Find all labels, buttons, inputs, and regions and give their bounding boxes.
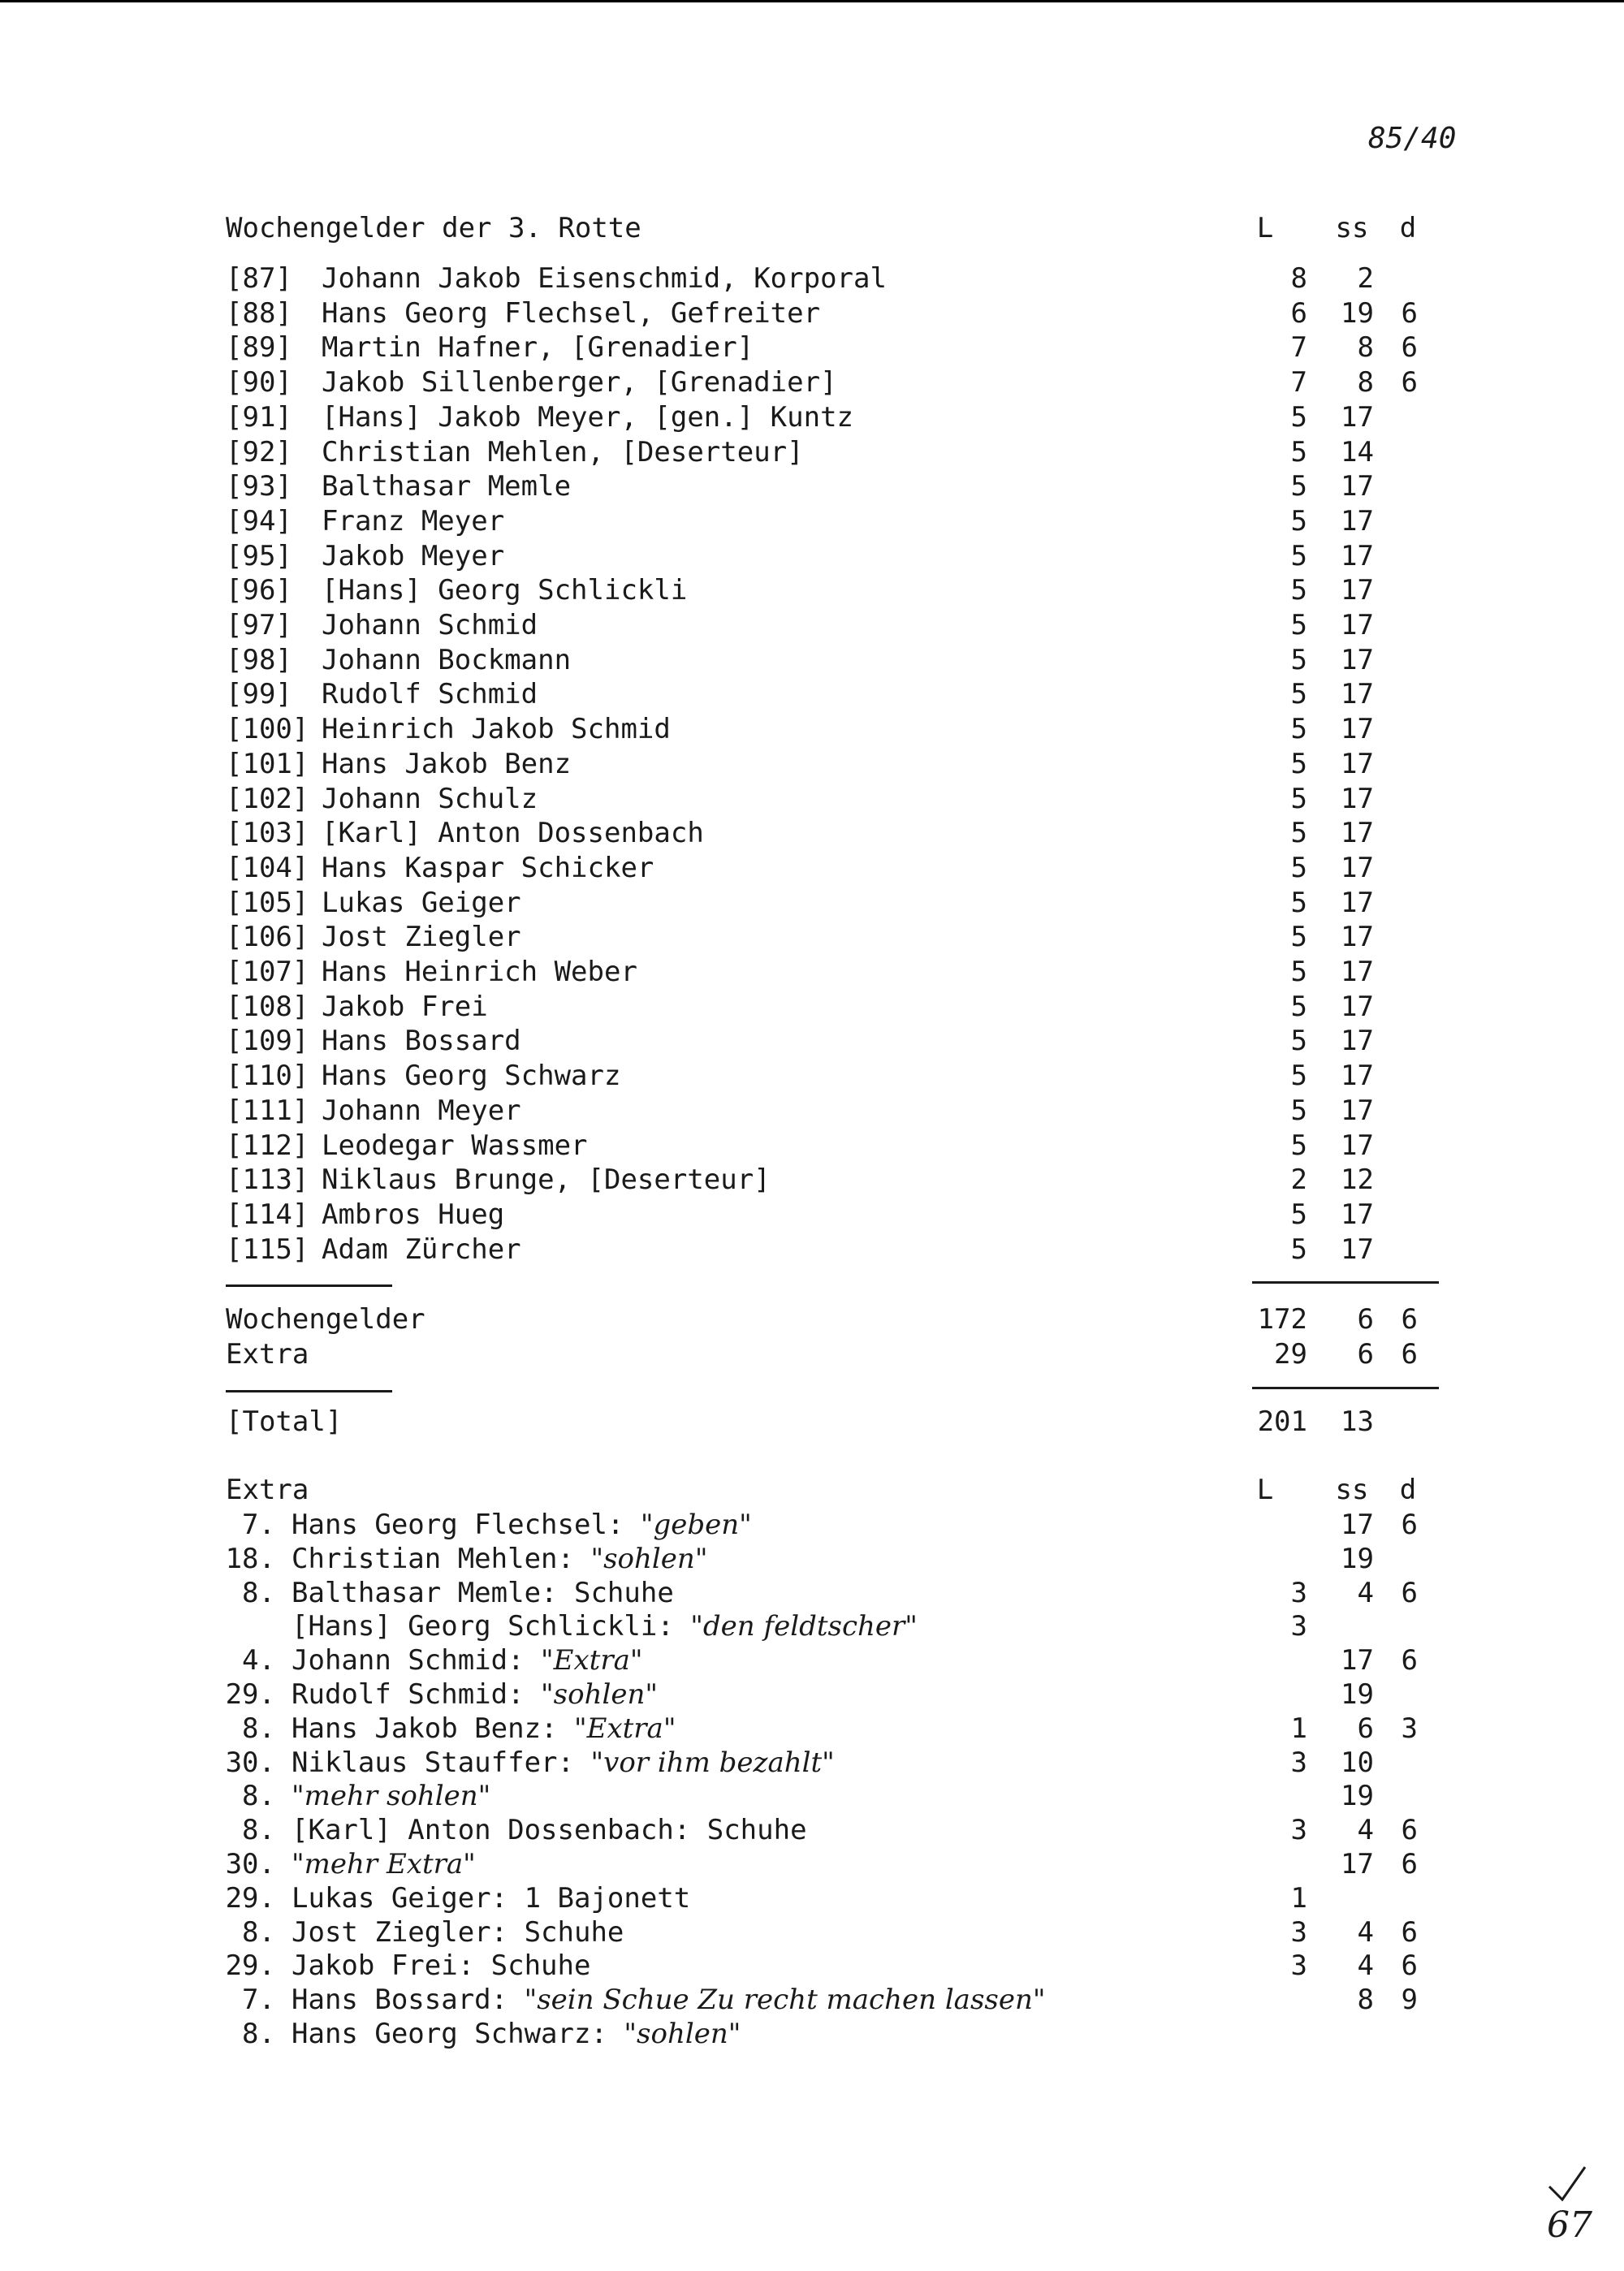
entry-ss: 17 (1341, 956, 1374, 988)
header-L: L (1256, 212, 1274, 244)
entry-number: [108] (226, 990, 309, 1023)
subtotal-d: 6 (1401, 1303, 1418, 1336)
entry-L: 5 (1290, 504, 1307, 538)
entry-name: Hans Bossard (322, 1025, 521, 1058)
extra-L: 1 (1290, 1881, 1307, 1915)
entry-ss: 17 (1341, 817, 1374, 850)
entry-L: 7 (1290, 366, 1307, 399)
entry-name: Heinrich Jakob Schmid (322, 713, 671, 746)
extra-row (0, 1508, 1624, 1543)
extra-day: 18. (225, 1542, 275, 1575)
entry-number: [104] (226, 851, 309, 884)
extra-L: 3 (1290, 1576, 1307, 1609)
entry-d: 6 (1401, 366, 1418, 399)
entry-name: Lukas Geiger (322, 886, 521, 919)
extra-row (0, 1813, 1624, 1848)
entry-number: [103] (226, 817, 309, 850)
extra-row (0, 1949, 1624, 1984)
extra-row (0, 1609, 1624, 1644)
extra-ss: 4 (1357, 1949, 1374, 1983)
entry-L: 5 (1290, 1060, 1307, 1093)
entry-row (0, 1198, 1624, 1233)
entry-L: 6 (1290, 296, 1307, 330)
extra-ss: 4 (1357, 1576, 1374, 1609)
extra-day: 30. (225, 1848, 275, 1880)
extra-day: 4. (242, 1644, 275, 1677)
subtotal-row (0, 1337, 1624, 1372)
entry-ss: 17 (1341, 990, 1374, 1023)
entry-ss: 19 (1341, 296, 1374, 330)
extra-d: 6 (1401, 1814, 1418, 1847)
extra-L: 1 (1290, 1712, 1307, 1745)
entry-row (0, 1163, 1624, 1198)
extra-row (0, 1779, 1624, 1814)
total-row (0, 1405, 1624, 1440)
extra-note: "sohlen" (590, 1542, 708, 1575)
entry-row (0, 469, 1624, 504)
entry-name: Jost Ziegler (322, 921, 521, 954)
folio-mark: 67 (1547, 2204, 1592, 2246)
entry-row (0, 573, 1624, 608)
entry-name: Jakob Frei (322, 990, 488, 1023)
top-border (0, 0, 1624, 2)
entry-number: [96] (226, 574, 292, 607)
entry-ss: 17 (1341, 1025, 1374, 1058)
extra-text: [Hans] Georg Schlickli: (292, 1610, 691, 1643)
extra-row (0, 1677, 1624, 1712)
entry-L: 5 (1290, 747, 1307, 780)
extra-description (292, 1915, 624, 1950)
entry-ss: 17 (1341, 782, 1374, 815)
extra-description (292, 1779, 490, 1814)
entry-row (0, 747, 1624, 782)
entry-L: 5 (1290, 643, 1307, 676)
entry-number: [90] (226, 366, 292, 399)
entry-ss: 17 (1341, 1094, 1374, 1127)
entry-row (0, 1129, 1624, 1164)
header-ss: ss (1335, 212, 1369, 244)
subtotal-d: 6 (1401, 1338, 1418, 1371)
rule-right-1 (1252, 1281, 1439, 1284)
entry-ss: 12 (1341, 1164, 1374, 1197)
entry-ss: 17 (1341, 470, 1374, 503)
entry-ss: 17 (1341, 886, 1374, 919)
subtotal-row (0, 1302, 1624, 1337)
extra-ss: 6 (1357, 1712, 1374, 1745)
entry-name: Johann Bockmann (322, 643, 572, 676)
entry-ss: 17 (1341, 713, 1374, 746)
extra-day: 29. (225, 1678, 275, 1711)
entry-d: 6 (1401, 331, 1418, 365)
entry-row (0, 400, 1624, 435)
entry-row (0, 1233, 1624, 1267)
entry-number: [114] (226, 1198, 309, 1231)
subtotal-L: 172 (1257, 1303, 1307, 1336)
entry-ss: 17 (1341, 1060, 1374, 1093)
extra-note: "sein Schue Zu recht machen lassen" (524, 1984, 1046, 2017)
entry-row (0, 782, 1624, 817)
extra-L: 3 (1290, 1915, 1307, 1949)
entry-L: 5 (1290, 1025, 1307, 1058)
entry-L: 5 (1290, 1129, 1307, 1162)
extra-description (292, 1712, 676, 1746)
entry-number: [106] (226, 921, 309, 954)
entry-row (0, 1094, 1624, 1129)
extra-description (292, 1847, 476, 1882)
extra-text: Lukas Geiger: 1 Bajonett (292, 1881, 691, 1915)
extra-note: "Extra" (541, 1644, 643, 1677)
extra-note: "sohlen" (624, 2018, 741, 2050)
entry-name: Hans Georg Schwarz (322, 1060, 621, 1093)
extra-text: Jakob Frei: Schuhe (292, 1949, 591, 1983)
extra-text: Niklaus Stauffer: (292, 1746, 591, 1779)
entry-L: 5 (1290, 400, 1307, 434)
entry-L: 8 (1290, 262, 1307, 295)
entry-number: [99] (226, 678, 292, 711)
entry-L: 5 (1290, 956, 1307, 988)
extra-day: 29. (225, 1881, 275, 1915)
entry-L: 5 (1290, 817, 1307, 850)
entry-name: Johann Schulz (322, 782, 538, 815)
extra-ss: 8 (1357, 1984, 1374, 2017)
entry-ss: 17 (1341, 504, 1374, 538)
entry-number: [111] (226, 1094, 309, 1127)
extra-ss: 19 (1341, 1542, 1374, 1575)
extra-row (0, 1542, 1624, 1577)
entry-number: [89] (226, 331, 292, 365)
header-d: d (1399, 212, 1417, 244)
page-title: Wochengelder der 3. Rotte (226, 212, 641, 244)
entry-ss: 17 (1341, 678, 1374, 711)
entry-number: [93] (226, 470, 292, 503)
extra-ss: 17 (1341, 1509, 1374, 1541)
extra-day: 8. (242, 1814, 275, 1847)
extra-ss: 17 (1341, 1848, 1374, 1880)
entry-row (0, 920, 1624, 955)
entry-name: Jakob Meyer (322, 539, 505, 572)
subtotal-label: Extra (226, 1338, 309, 1371)
entry-name: Rudolf Schmid (322, 678, 538, 711)
subtotal-label: Wochengelder (226, 1303, 425, 1336)
extra-description (292, 1677, 658, 1712)
entry-L: 5 (1290, 609, 1307, 641)
entry-ss: 17 (1341, 609, 1374, 641)
entry-row (0, 851, 1624, 886)
extra-note: "mehr Extra" (292, 1848, 476, 1880)
page-number: 85/40 (1368, 122, 1457, 155)
entry-ss: 17 (1341, 643, 1374, 676)
entry-L: 5 (1290, 1233, 1307, 1266)
checkmark-icon (1543, 2164, 1592, 2204)
extra-ss: 19 (1341, 1678, 1374, 1711)
extra-description (292, 1643, 643, 1678)
entry-L: 5 (1290, 539, 1307, 572)
entry-name: [Hans] Jakob Meyer, [gen.] Kuntz (322, 400, 854, 434)
extra-d: 6 (1401, 1576, 1418, 1609)
entry-row (0, 955, 1624, 990)
extra-L: 3 (1290, 1949, 1307, 1983)
entry-ss: 17 (1341, 574, 1374, 607)
extra-description (292, 1813, 807, 1848)
entry-row (0, 261, 1624, 296)
extra-ss: 4 (1357, 1915, 1374, 1949)
extra-day: 8. (242, 2018, 275, 2050)
entry-row (0, 365, 1624, 400)
entry-row (0, 990, 1624, 1025)
entry-number: [92] (226, 435, 292, 468)
entry-row (0, 677, 1624, 712)
entry-L: 5 (1290, 782, 1307, 815)
extra-description (292, 1746, 835, 1781)
entry-row (0, 1024, 1624, 1059)
entry-ss: 17 (1341, 1129, 1374, 1162)
entry-row (0, 504, 1624, 539)
entry-row (0, 435, 1624, 470)
rule-left-1 (226, 1284, 392, 1287)
entry-row (0, 330, 1624, 365)
entry-row (0, 608, 1624, 643)
entry-ss: 17 (1341, 1198, 1374, 1231)
entry-name: Leodegar Wassmer (322, 1129, 588, 1162)
extra-d: 9 (1401, 1984, 1418, 2017)
entry-number: [97] (226, 609, 292, 641)
extra-title-row (0, 1473, 1624, 1508)
subtotal-L: 29 (1274, 1338, 1307, 1371)
entry-name: Niklaus Brunge, [Deserteur] (322, 1164, 771, 1197)
extra-d: 6 (1401, 1848, 1418, 1880)
entry-L: 5 (1290, 1094, 1307, 1127)
extra-row (0, 1576, 1624, 1611)
entry-name: Hans Heinrich Weber (322, 956, 637, 988)
extra-text: Balthasar Memle: Schuhe (292, 1576, 674, 1609)
extra-description (292, 1983, 1046, 2018)
entry-name: Balthasar Memle (322, 470, 572, 503)
entry-row (0, 1059, 1624, 1094)
extra-note: "mehr sohlen" (292, 1780, 491, 1813)
entry-name: Johann Jakob Eisenschmid, Korporal (322, 262, 887, 295)
extra-text: [Karl] Anton Dossenbach: Schuhe (292, 1814, 807, 1847)
entry-row (0, 539, 1624, 574)
entry-L: 5 (1290, 574, 1307, 607)
entry-L: 5 (1290, 886, 1307, 919)
entry-ss: 8 (1357, 331, 1374, 365)
entry-name: Hans Jakob Benz (322, 747, 572, 780)
entry-L: 5 (1290, 713, 1307, 746)
entry-number: [98] (226, 643, 292, 676)
extra-day: 30. (225, 1746, 275, 1779)
entry-name: Jakob Sillenberger, [Grenadier] (322, 366, 837, 399)
extra-note: "Extra" (574, 1712, 676, 1745)
entry-L: 5 (1290, 990, 1307, 1023)
entry-ss: 17 (1341, 921, 1374, 954)
entry-number: [113] (226, 1164, 309, 1197)
extra-day: 8. (242, 1712, 275, 1745)
entry-row (0, 816, 1624, 851)
entry-name: Christian Mehlen, [Deserteur] (322, 435, 804, 468)
extra-note: "geben" (640, 1509, 752, 1541)
entry-ss: 14 (1341, 435, 1374, 468)
entry-number: [112] (226, 1129, 309, 1162)
entry-name: Hans Kaspar Schicker (322, 851, 654, 884)
extra-L: 3 (1290, 1814, 1307, 1847)
extra-row (0, 1847, 1624, 1882)
extra-text: Jost Ziegler: Schuhe (292, 1915, 624, 1949)
extra-description (292, 1542, 707, 1577)
entry-name: Ambros Hueg (322, 1198, 505, 1231)
extra-row (0, 1643, 1624, 1678)
extra-ss: 17 (1341, 1644, 1374, 1677)
extra-description (292, 2017, 741, 2052)
extra-note: "den feldtscher" (690, 1610, 918, 1643)
extra-header-d: d (1399, 1474, 1417, 1506)
rule-left-2 (226, 1390, 392, 1392)
entry-name: Martin Hafner, [Grenadier] (322, 331, 754, 365)
extra-text: Hans Bossard: (292, 1984, 525, 2017)
entry-row (0, 296, 1624, 331)
total-label: [Total] (226, 1405, 343, 1438)
entry-ss: 17 (1341, 400, 1374, 434)
extra-day: 8. (242, 1780, 275, 1813)
extra-note: "vor ihm bezahlt" (590, 1746, 835, 1779)
entry-name: Adam Zürcher (322, 1233, 521, 1266)
extra-row (0, 1746, 1624, 1781)
extra-day: 7. (242, 1509, 275, 1541)
entry-number: [87] (226, 262, 292, 295)
entry-row (0, 886, 1624, 921)
total-L: 201 (1257, 1405, 1307, 1438)
entry-name: [Hans] Georg Schlickli (322, 574, 688, 607)
entry-ss: 17 (1341, 1233, 1374, 1266)
entry-number: [88] (226, 296, 292, 330)
extra-text: Christian Mehlen: (292, 1542, 591, 1575)
entry-row (0, 712, 1624, 747)
entry-name: Hans Georg Flechsel, Gefreiter (322, 296, 821, 330)
entry-L: 5 (1290, 921, 1307, 954)
entry-number: [115] (226, 1233, 309, 1266)
extra-L: 3 (1290, 1746, 1307, 1779)
extra-title: Extra (226, 1474, 309, 1506)
extra-description (292, 1949, 590, 1984)
entry-ss: 17 (1341, 747, 1374, 780)
extra-row (0, 2017, 1624, 2052)
extra-d: 6 (1401, 1644, 1418, 1677)
entry-number: [95] (226, 539, 292, 572)
entry-number: [110] (226, 1060, 309, 1093)
entry-ss: 17 (1341, 851, 1374, 884)
extra-ss: 4 (1357, 1814, 1374, 1847)
entry-number: [94] (226, 504, 292, 538)
entry-number: [100] (226, 713, 309, 746)
extra-ss: 10 (1341, 1746, 1374, 1779)
extra-note: "sohlen" (541, 1678, 659, 1711)
extra-day: 29. (225, 1949, 275, 1983)
extra-row (0, 1712, 1624, 1746)
entry-L: 5 (1290, 1198, 1307, 1231)
extra-day: 8. (242, 1915, 275, 1949)
extra-description (292, 1609, 918, 1644)
extra-row (0, 1881, 1624, 1916)
entry-number: [105] (226, 886, 309, 919)
entry-row (0, 643, 1624, 678)
entry-name: [Karl] Anton Dossenbach (322, 817, 704, 850)
extra-d: 6 (1401, 1509, 1418, 1541)
extra-description (292, 1508, 752, 1543)
entry-ss: 2 (1357, 262, 1374, 295)
subtotal-ss: 6 (1357, 1338, 1374, 1371)
entry-number: [91] (226, 400, 292, 434)
extra-header-L: L (1256, 1474, 1274, 1506)
extra-header-ss: ss (1335, 1474, 1369, 1506)
entry-L: 2 (1290, 1164, 1307, 1197)
entry-L: 5 (1290, 435, 1307, 468)
extra-text: Hans Jakob Benz: (292, 1712, 574, 1745)
extra-day: 8. (242, 1576, 275, 1609)
subtotal-ss: 6 (1357, 1303, 1374, 1336)
entry-ss: 17 (1341, 539, 1374, 572)
extra-day: 7. (242, 1984, 275, 2017)
extra-text: Johann Schmid: (292, 1644, 542, 1677)
extra-text: Rudolf Schmid: (292, 1678, 542, 1711)
extra-description (292, 1576, 674, 1611)
extra-d: 3 (1401, 1712, 1418, 1745)
extra-text: Hans Georg Flechsel: (292, 1509, 641, 1541)
entry-L: 5 (1290, 851, 1307, 884)
extra-row (0, 1915, 1624, 1950)
entry-L: 5 (1290, 470, 1307, 503)
rule-right-2 (1252, 1387, 1439, 1389)
entry-name: Franz Meyer (322, 504, 505, 538)
extra-L: 3 (1290, 1610, 1307, 1643)
entry-ss: 8 (1357, 366, 1374, 399)
entry-L: 7 (1290, 331, 1307, 365)
extra-d: 6 (1401, 1949, 1418, 1983)
entry-number: [107] (226, 956, 309, 988)
entry-d: 6 (1401, 296, 1418, 330)
entry-number: [109] (226, 1025, 309, 1058)
extra-description (292, 1881, 690, 1916)
entry-name: Johann Meyer (322, 1094, 521, 1127)
title-row (0, 211, 1624, 246)
entry-number: [101] (226, 747, 309, 780)
entry-number: [102] (226, 782, 309, 815)
total-ss: 13 (1341, 1405, 1374, 1438)
extra-d: 6 (1401, 1915, 1418, 1949)
extra-row (0, 1983, 1624, 2018)
entry-name: Johann Schmid (322, 609, 538, 641)
extra-text: Hans Georg Schwarz: (292, 2018, 624, 2050)
entry-L: 5 (1290, 678, 1307, 711)
extra-ss: 19 (1341, 1780, 1374, 1813)
